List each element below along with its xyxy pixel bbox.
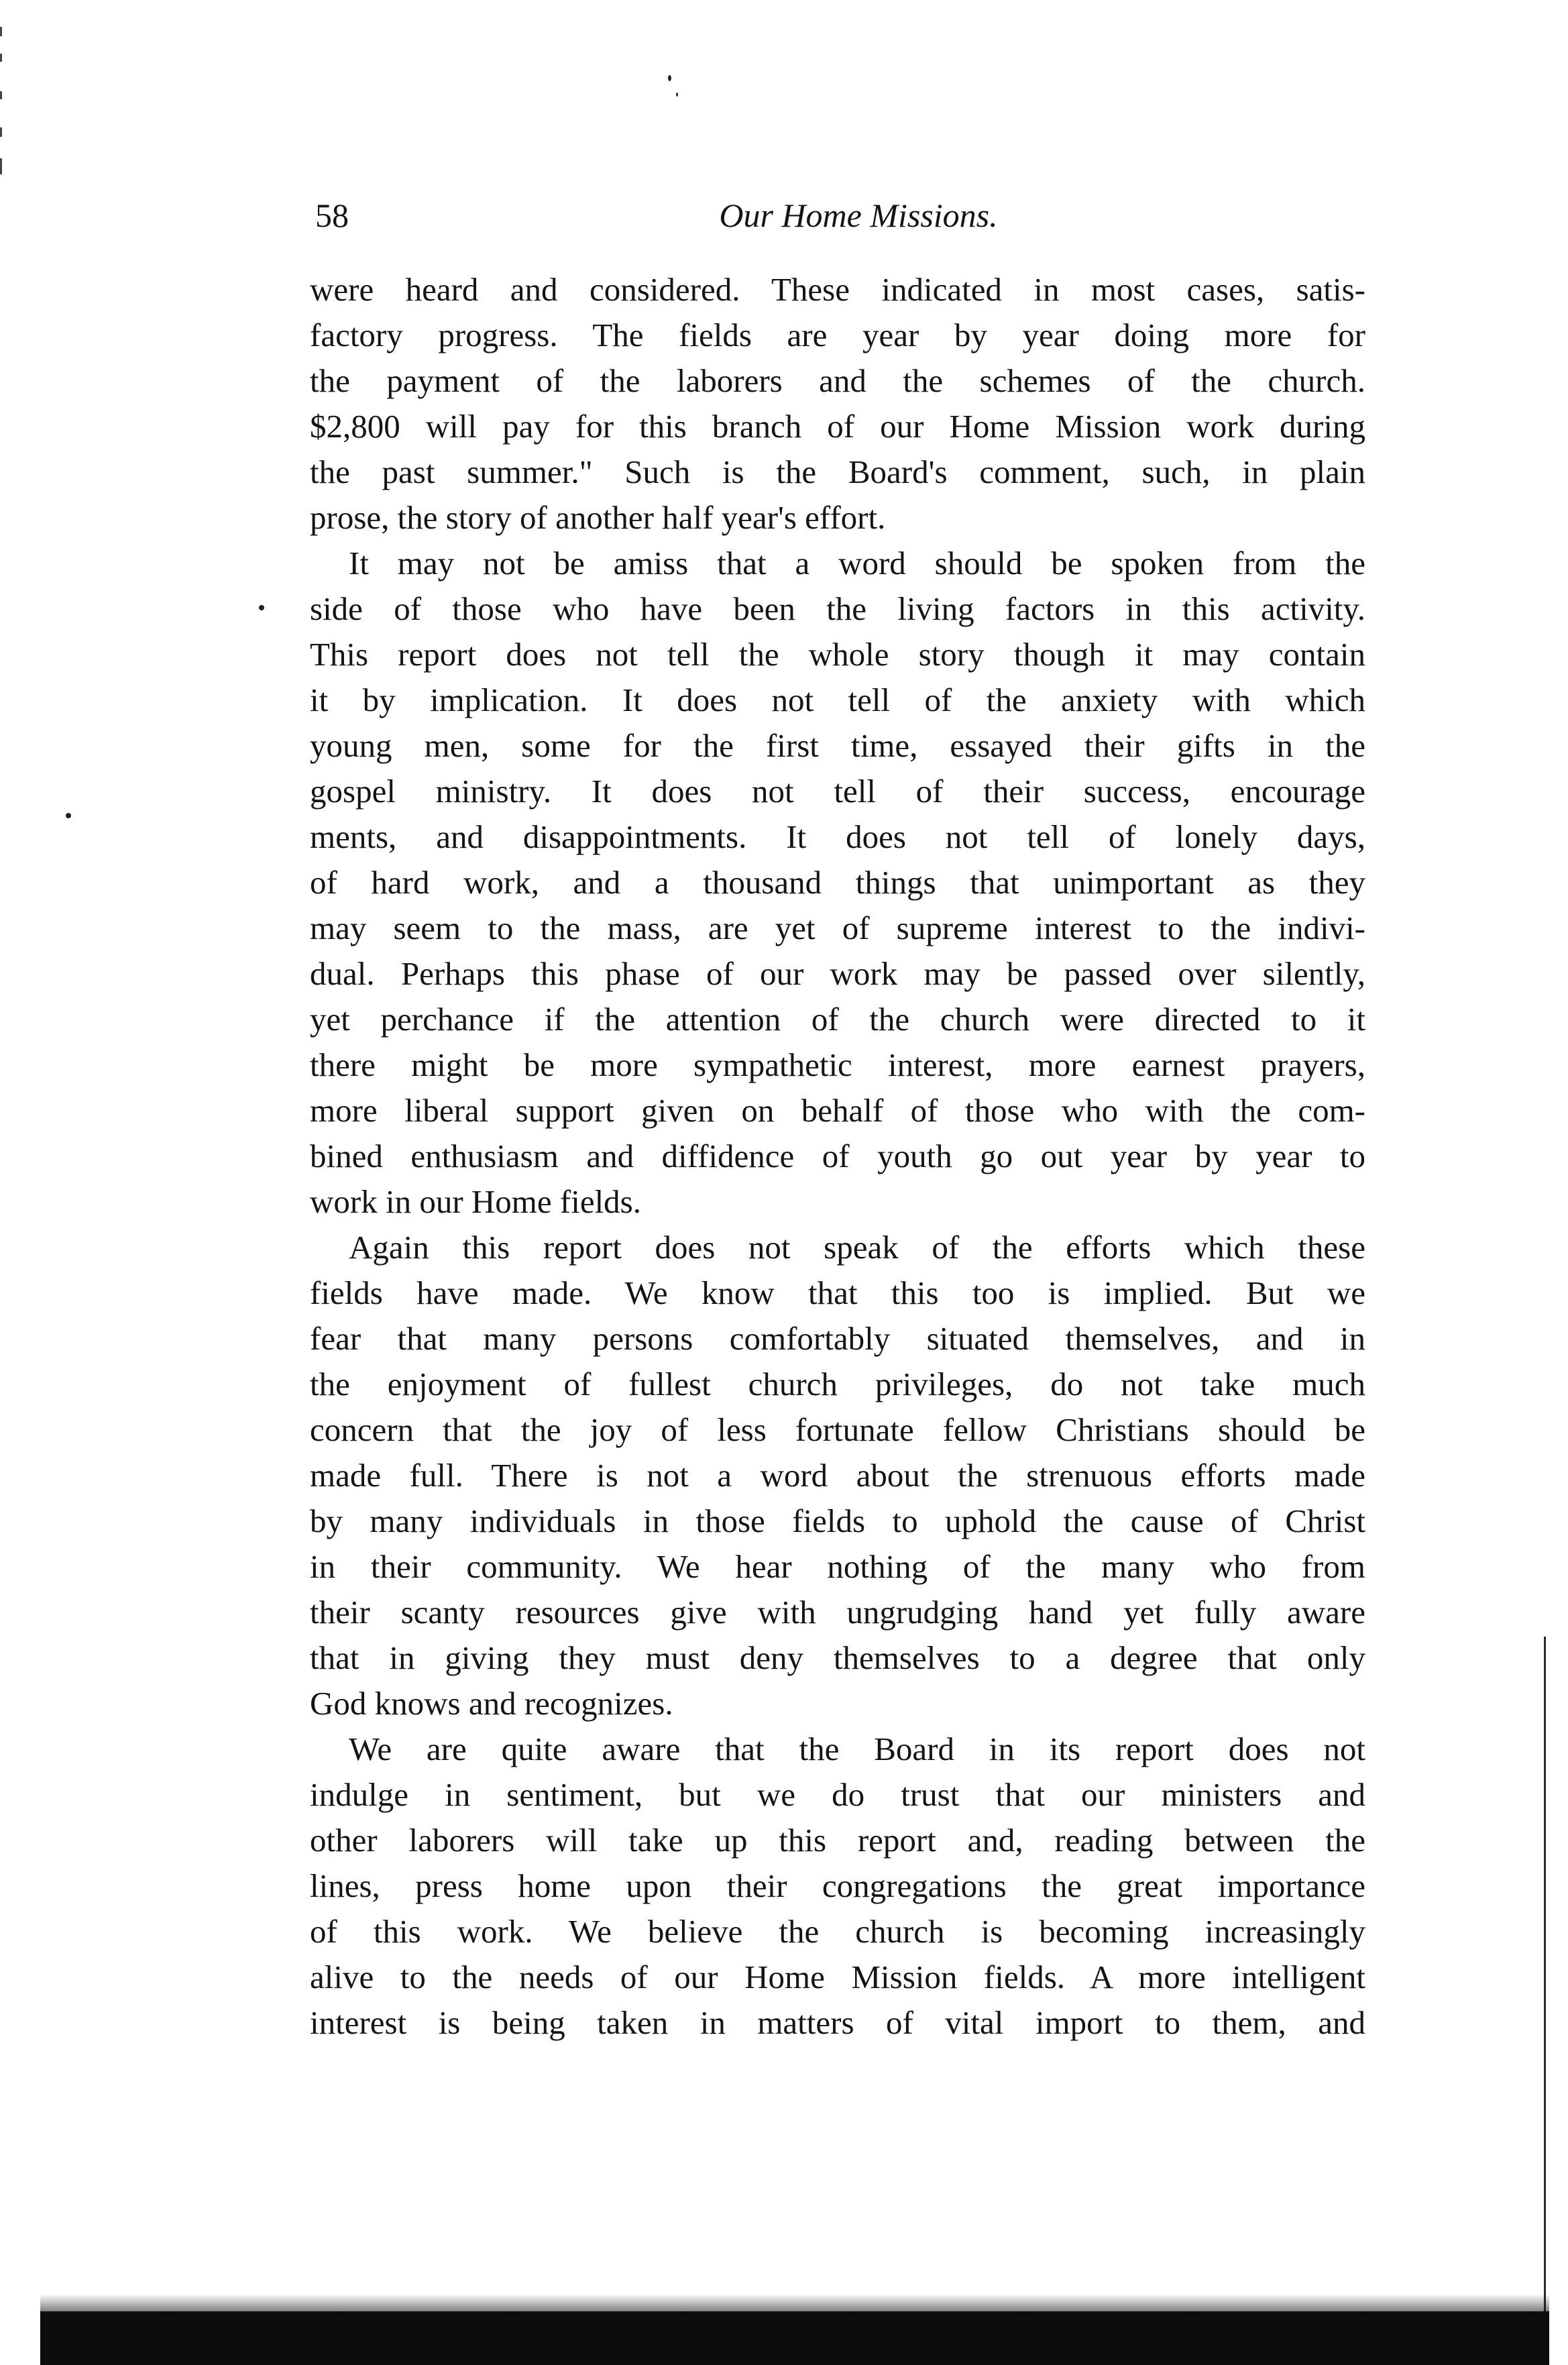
text-line: of this work. We believe the church is becoming increasingly xyxy=(310,1913,1365,1950)
text-line: interest is being taken in matters of vital import to them, and xyxy=(310,2004,1365,2041)
text-line: there might be more sympathetic interest, more earnest prayers, xyxy=(310,1046,1365,1083)
edge-mark xyxy=(0,27,2,36)
text-line: the enjoyment of fullest church privileges, do not take much xyxy=(310,1366,1365,1402)
text-line: were heard and considered. These indicated in most cases, satis- xyxy=(310,271,1365,308)
text-line: God knows and recognizes. xyxy=(310,1685,673,1722)
edge-mark xyxy=(0,91,2,99)
text-line: more liberal support given on behalf of those who with the com- xyxy=(310,1092,1365,1129)
text-line: fields have made. We know that this too is implied. But we xyxy=(310,1274,1365,1311)
scan-speck xyxy=(66,813,71,818)
text-line: the past summer." Such is the Board's comment, such, in plain xyxy=(310,453,1365,490)
text-line: young men, some for the first time, essayed their gifts in the xyxy=(310,727,1365,764)
edge-mark xyxy=(0,54,2,62)
scan-speck xyxy=(668,75,671,81)
text-line: It may not be amiss that a word should be spoken from the xyxy=(349,545,1365,582)
text-line: fear that many persons comfortably situated themselves, and in xyxy=(310,1320,1365,1357)
text-line: that in giving they must deny themselves to a degree that only xyxy=(310,1639,1365,1676)
text-line: gospel ministry. It does not tell of their success, encourage xyxy=(310,773,1365,810)
text-line: factory progress. The fields are year by year doing more for xyxy=(310,317,1365,353)
text-line: may seem to the mass, are yet of supreme interest to the indivi- xyxy=(310,910,1365,946)
right-edge-rule xyxy=(1544,1637,1546,2341)
edge-mark xyxy=(0,158,2,174)
text-line: it by implication. It does not tell of the anxiety with which xyxy=(310,681,1365,718)
text-line: alive to the needs of our Home Mission fields. A more intelligent xyxy=(310,1959,1365,1995)
text-line: yet perchance if the attention of the church were directed to it xyxy=(310,1001,1365,1038)
text-line: concern that the joy of less fortunate fellow Christians should be xyxy=(310,1411,1365,1448)
page-number: 58 xyxy=(315,197,349,234)
bottom-scan-edge xyxy=(40,2311,1549,2365)
scan-speck xyxy=(259,605,264,610)
left-edge-marks xyxy=(0,27,8,174)
page-header xyxy=(315,196,1361,250)
text-line: prose, the story of another half year's effort. xyxy=(310,499,886,536)
text-line: ments, and disappointments. It does not tell of lonely days, xyxy=(310,818,1365,855)
text-line: in their community. We hear nothing of the many who from xyxy=(310,1548,1365,1585)
text-line: the payment of the laborers and the schemes of the church. xyxy=(310,362,1365,399)
text-line: $2,800 will pay for this branch of our Home Mission work during xyxy=(310,408,1365,445)
text-line: This report does not tell the whole story though it may contain xyxy=(310,636,1365,673)
text-line: dual. Perhaps this phase of our work may be passed over silently, xyxy=(310,955,1365,992)
text-line: We are quite aware that the Board in its report does not xyxy=(349,1730,1365,1767)
text-line: of hard work, and a thousand things that unimportant as they xyxy=(310,864,1365,901)
text-line: by many individuals in those fields to uphold the cause of Christ xyxy=(310,1502,1365,1539)
edge-mark xyxy=(0,127,2,137)
text-line: made full. There is not a word about the strenuous efforts made xyxy=(310,1457,1365,1494)
text-line: work in our Home fields. xyxy=(310,1183,641,1220)
scan-speck xyxy=(676,93,678,97)
text-line: indulge in sentiment, but we do trust that our ministers and xyxy=(310,1776,1365,1813)
text-line: other laborers will take up this report and, reading between the xyxy=(310,1822,1365,1859)
text-line: their scanty resources give with ungrudging hand yet fully aware xyxy=(310,1594,1365,1631)
running-title: Our Home Missions. xyxy=(719,197,998,234)
text-line: lines, press home upon their congregations the great importance xyxy=(310,1867,1365,1904)
text-line: bined enthusiasm and diffidence of youth go out year by year to xyxy=(310,1138,1365,1174)
text-line: side of those who have been the living factors in this activity. xyxy=(310,590,1365,627)
body-text xyxy=(310,267,1365,2046)
text-line: Again this report does not speak of the efforts which these xyxy=(349,1229,1365,1266)
